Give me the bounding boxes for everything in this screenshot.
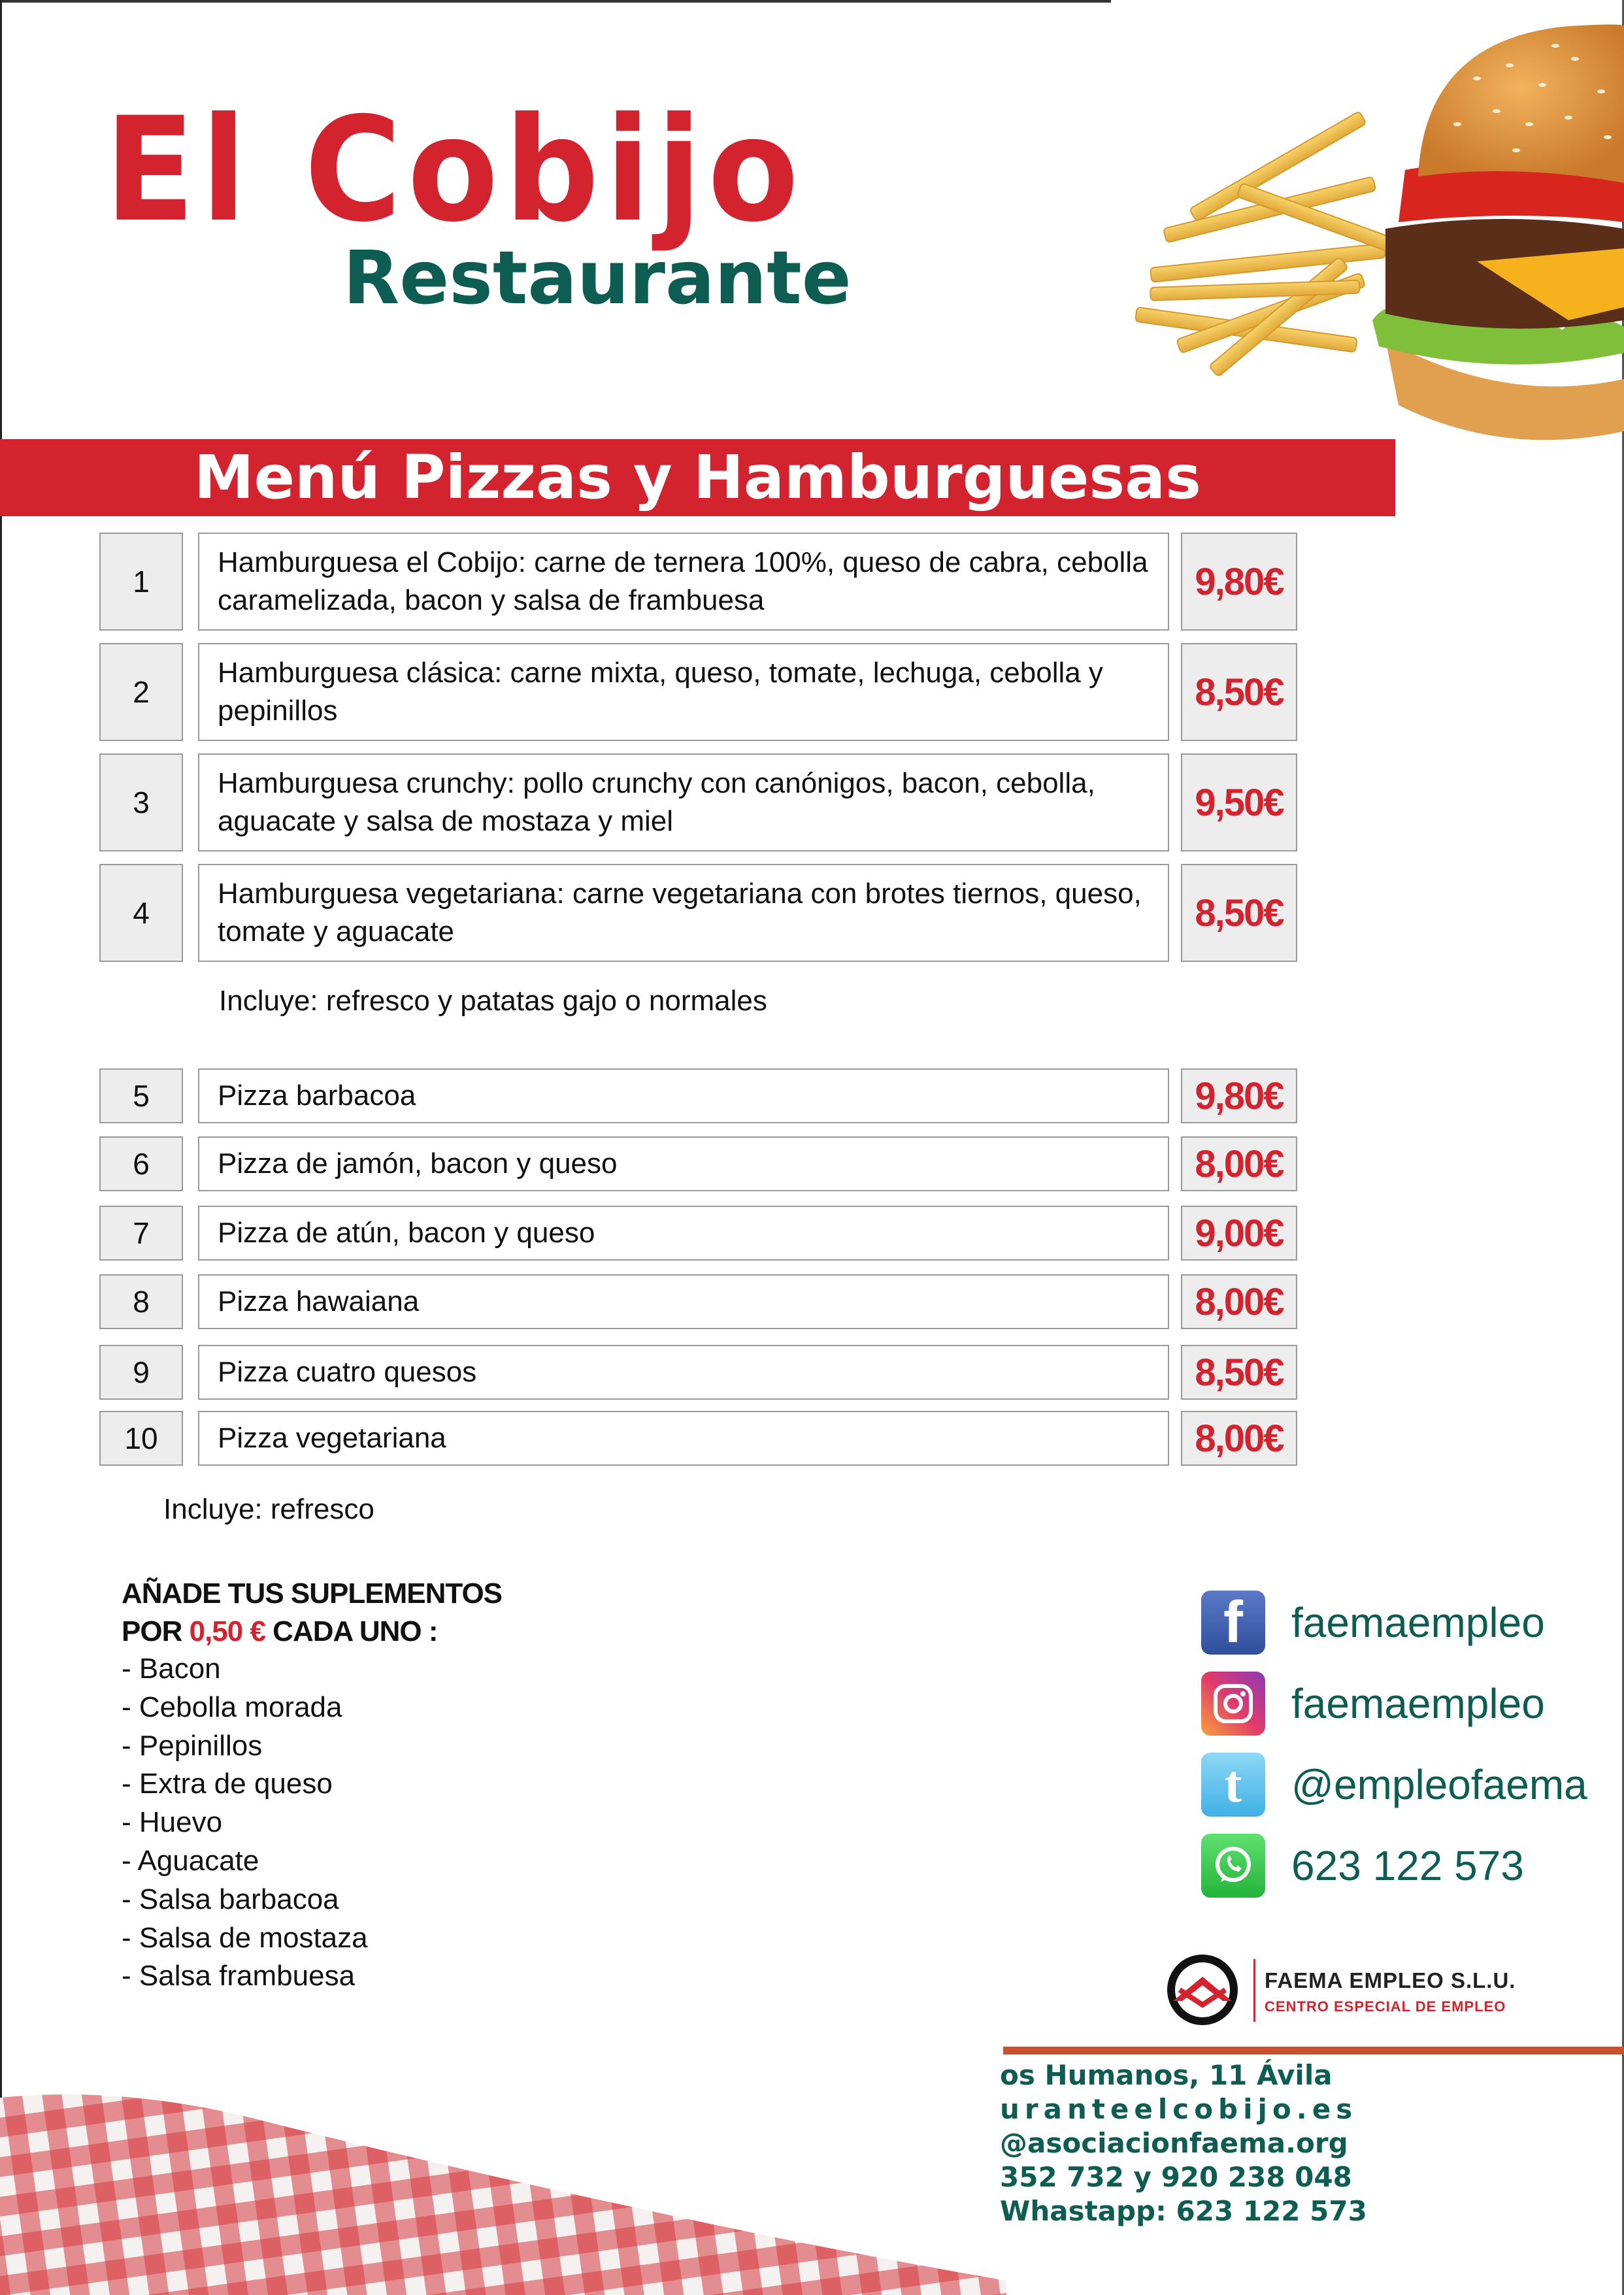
- instagram-icon[interactable]: [1201, 1672, 1265, 1736]
- item-number: 4: [99, 864, 183, 962]
- item-price: 9,80€: [1181, 533, 1297, 631]
- supplement-item: - Salsa barbacoa: [122, 1883, 339, 1915]
- supplements-prefix: POR: [122, 1615, 182, 1647]
- supplements-list: [122, 1650, 368, 1996]
- item-description: Pizza cuatro quesos: [198, 1345, 1169, 1400]
- pizzas-includes-note: Incluye: refresco: [163, 1493, 374, 1525]
- supplement-item: - Salsa de mostaza: [122, 1921, 368, 1954]
- whatsapp-number[interactable]: 623 122 573: [1291, 1842, 1524, 1889]
- item-price: 9,50€: [1181, 753, 1297, 851]
- contact-website[interactable]: uranteelcobijo.es: [1000, 2093, 1358, 2125]
- restaurant-type: Restaurante: [343, 236, 852, 321]
- supplement-item: - Aguacate: [122, 1844, 259, 1877]
- supplements-title-line1: AÑADE TUS SUPLEMENTOS: [122, 1577, 503, 1610]
- supplement-item: - Extra de queso: [122, 1768, 333, 1800]
- item-number: 6: [99, 1136, 183, 1191]
- item-number: 1: [99, 533, 183, 631]
- contact-info: [1000, 2058, 1624, 2228]
- supplement-item: - Bacon: [122, 1653, 221, 1685]
- checkered-tablecloth-image: [0, 2078, 1006, 2295]
- item-description: Hamburguesa el Cobijo: carne de ternera 100%, queso de cabra, cebolla caramelizada, bacon y salsa de frambuesa: [198, 533, 1169, 631]
- page-left-border: [0, 0, 2, 2295]
- item-description: Hamburguesa clásica: carne mixta, queso, tomate, lechuga, cebolla y pepinillos: [198, 643, 1169, 741]
- faema-divider: [1253, 1959, 1255, 2022]
- supplement-item: - Huevo: [122, 1806, 223, 1839]
- whatsapp-icon[interactable]: [1201, 1834, 1265, 1898]
- restaurant-name: El Cobijo: [105, 86, 805, 254]
- menu-title: Menú Pizzas y Hamburguesas: [194, 442, 1201, 512]
- supplement-price: 0,50 €: [189, 1615, 265, 1647]
- item-price: 8,50€: [1181, 1345, 1297, 1400]
- contact-whatsapp: Whastapp: 623 122 573: [1000, 2195, 1367, 2227]
- supplement-item: - Cebolla morada: [122, 1691, 342, 1723]
- supplement-item: - Salsa frambuesa: [122, 1960, 356, 1992]
- social-facebook[interactable]: [1201, 1590, 1545, 1655]
- item-number: 7: [99, 1206, 183, 1261]
- contact-phones: 352 732 y 920 238 048: [1000, 2161, 1352, 2193]
- contact-email[interactable]: @asociacionfaema.org: [1000, 2127, 1348, 2159]
- facebook-handle[interactable]: faemaempleo: [1291, 1599, 1545, 1646]
- item-price: 8,50€: [1181, 864, 1297, 962]
- item-price: 8,00€: [1181, 1136, 1297, 1191]
- item-price: 9,00€: [1181, 1206, 1297, 1261]
- supplements-suffix: CADA UNO :: [273, 1615, 438, 1647]
- faema-logo: [1160, 1954, 1245, 2026]
- item-description: Pizza hawaiana: [198, 1274, 1169, 1329]
- supplements-title: [122, 1575, 502, 1651]
- supplements-title-line2: [122, 1613, 502, 1651]
- item-description: Hamburguesa crunchy: pollo crunchy con canónigos, bacon, cebolla, aguacate y salsa de mostaza y miel: [198, 753, 1169, 851]
- company-subtitle: CENTRO ESPECIAL DE EMPLEO: [1265, 1998, 1506, 2015]
- social-twitter[interactable]: [1201, 1752, 1587, 1817]
- item-description: Pizza vegetariana: [198, 1411, 1169, 1466]
- item-description: Pizza de jamón, bacon y queso: [198, 1136, 1169, 1191]
- item-number: 8: [99, 1274, 183, 1329]
- footer-divider: [1003, 2047, 1624, 2055]
- supplement-item: - Pepinillos: [122, 1729, 263, 1762]
- item-number: 3: [99, 753, 183, 851]
- item-number: 10: [99, 1411, 183, 1466]
- contact-address: os Humanos, 11 Ávila: [1000, 2059, 1333, 2091]
- social-instagram[interactable]: [1201, 1671, 1545, 1736]
- instagram-handle[interactable]: faemaempleo: [1291, 1680, 1545, 1727]
- item-description: Hamburguesa vegetariana: carne vegetariana con brotes tiernos, queso, tomate y aguacate: [198, 864, 1169, 962]
- item-number: 9: [99, 1345, 183, 1400]
- facebook-icon[interactable]: f: [1201, 1591, 1265, 1655]
- burger-fries-image: [1111, 13, 1624, 444]
- burgers-includes-note: Incluye: refresco y patatas gajo o normales: [219, 985, 767, 1017]
- item-price: 8,00€: [1181, 1274, 1297, 1329]
- item-price: 8,50€: [1181, 643, 1297, 741]
- twitter-handle[interactable]: @empleofaema: [1291, 1761, 1587, 1808]
- item-number: 2: [99, 643, 183, 741]
- twitter-icon[interactable]: t: [1201, 1753, 1265, 1817]
- item-description: Pizza barbacoa: [198, 1068, 1169, 1123]
- item-price: 9,80€: [1181, 1068, 1297, 1123]
- company-name: FAEMA EMPLEO S.L.U.: [1265, 1968, 1516, 1992]
- page-top-border: [0, 0, 1111, 3]
- item-price: 8,00€: [1181, 1411, 1297, 1466]
- item-number: 5: [99, 1068, 183, 1123]
- social-whatsapp[interactable]: [1201, 1833, 1524, 1898]
- item-description: Pizza de atún, bacon y queso: [198, 1206, 1169, 1261]
